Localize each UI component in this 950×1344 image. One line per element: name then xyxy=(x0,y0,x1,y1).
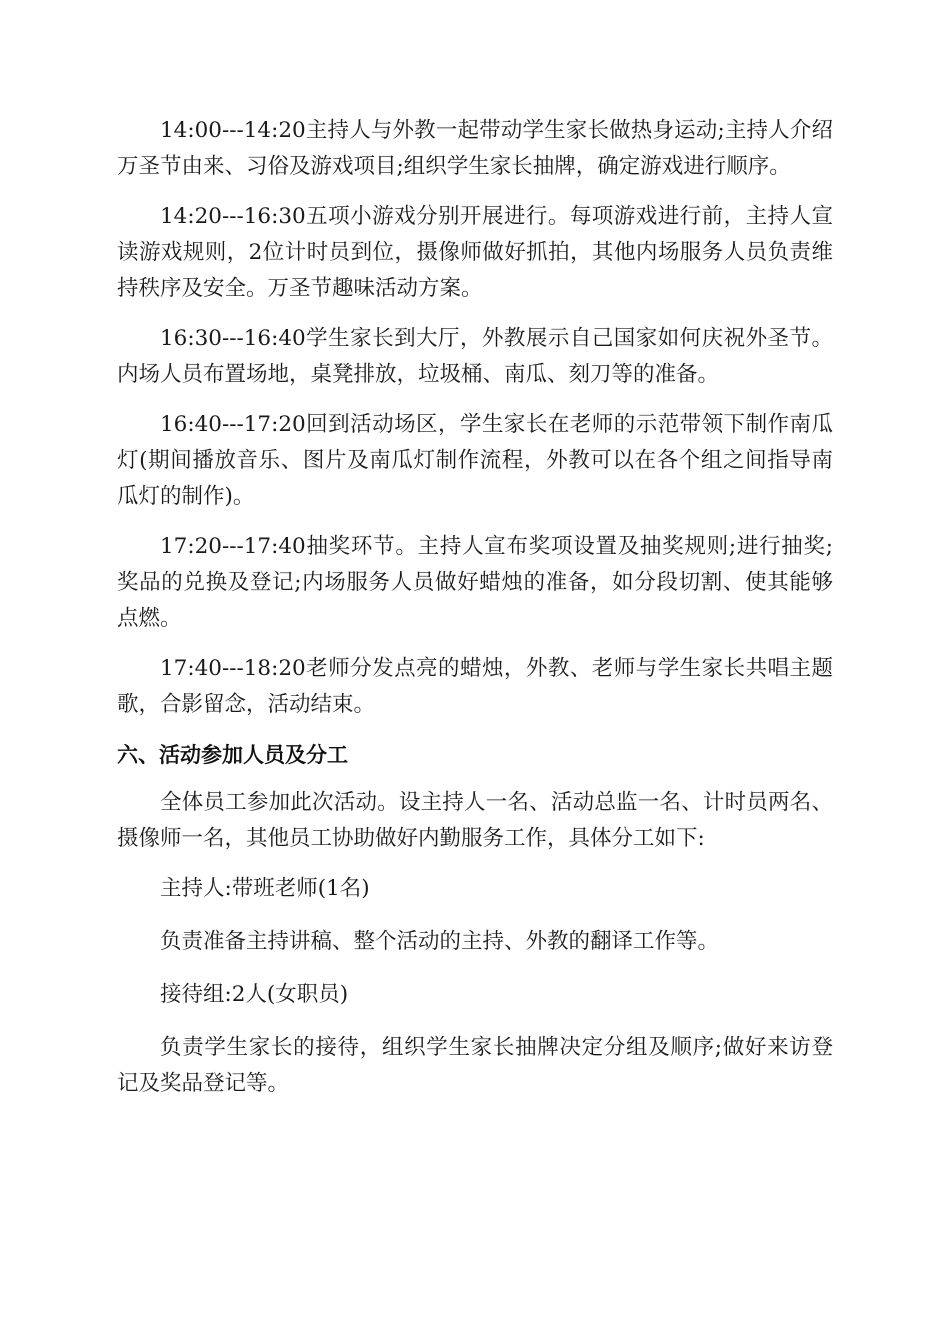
reception-duty-paragraph: 负责学生家长的接待，组织学生家长抽牌决定分组及顺序;做好来访登记及奖品登记等。 xyxy=(117,1035,833,1096)
document-body xyxy=(117,113,833,1116)
staff-intro-paragraph: 全体员工参加此次活动。设主持人一名、活动总监一名、计时员两名、摄像师一名，其他员工协助做好内勤服务工作，具体分工如下: xyxy=(117,790,833,851)
host-role-line: 主持人:带班老师(1名) xyxy=(160,876,370,901)
host-duty-line: 负责准备主持讲稿、整个活动的主持、外教的翻译工作等。 xyxy=(160,929,720,954)
schedule-paragraph-1740: 17:40---18:20老师分发点亮的蜡烛，外教、老师与学生家长共唱主题歌，合影留念，活动结束。 xyxy=(117,656,833,717)
schedule-paragraph-1400: 14:00---14:20主持人与外教一起带动学生家长做热身运动;主持人介绍万圣节由来、习俗及游戏项目;组织学生家长抽牌，确定游戏进行顺序。 xyxy=(117,118,833,179)
schedule-paragraph-1720: 17:20---17:40抽奖环节。主持人宣布奖项设置及抽奖规则;进行抽奖;奖品的兑换及登记;内场服务人员做好蜡烛的准备，如分段切割、使其能够点燃。 xyxy=(117,534,833,631)
reception-role-line: 接待组:2人(女职员) xyxy=(160,982,349,1007)
schedule-paragraph-1630: 16:30---16:40学生家长到大厅，外教展示自己国家如何庆祝外圣节。内场人员布置场地，桌凳排放，垃圾桶、南瓜、刻刀等的准备。 xyxy=(117,326,833,387)
section-heading-staff: 六、活动参加人员及分工 xyxy=(117,743,348,767)
schedule-paragraph-1420: 14:20---16:30五项小游戏分别开展进行。每项游戏进行前，主持人宣读游戏规则，2位计时员到位，摄像师做好抓拍，其他内场服务人员负责维持秩序及安全。万圣节趣味活动方案。 xyxy=(117,204,833,301)
schedule-paragraph-1640: 16:40---17:20回到活动场区，学生家长在老师的示范带领下制作南瓜灯(期间播放音乐、图片及南瓜灯制作流程，外教可以在各个组之间指导南瓜灯的制作)。 xyxy=(117,412,833,509)
